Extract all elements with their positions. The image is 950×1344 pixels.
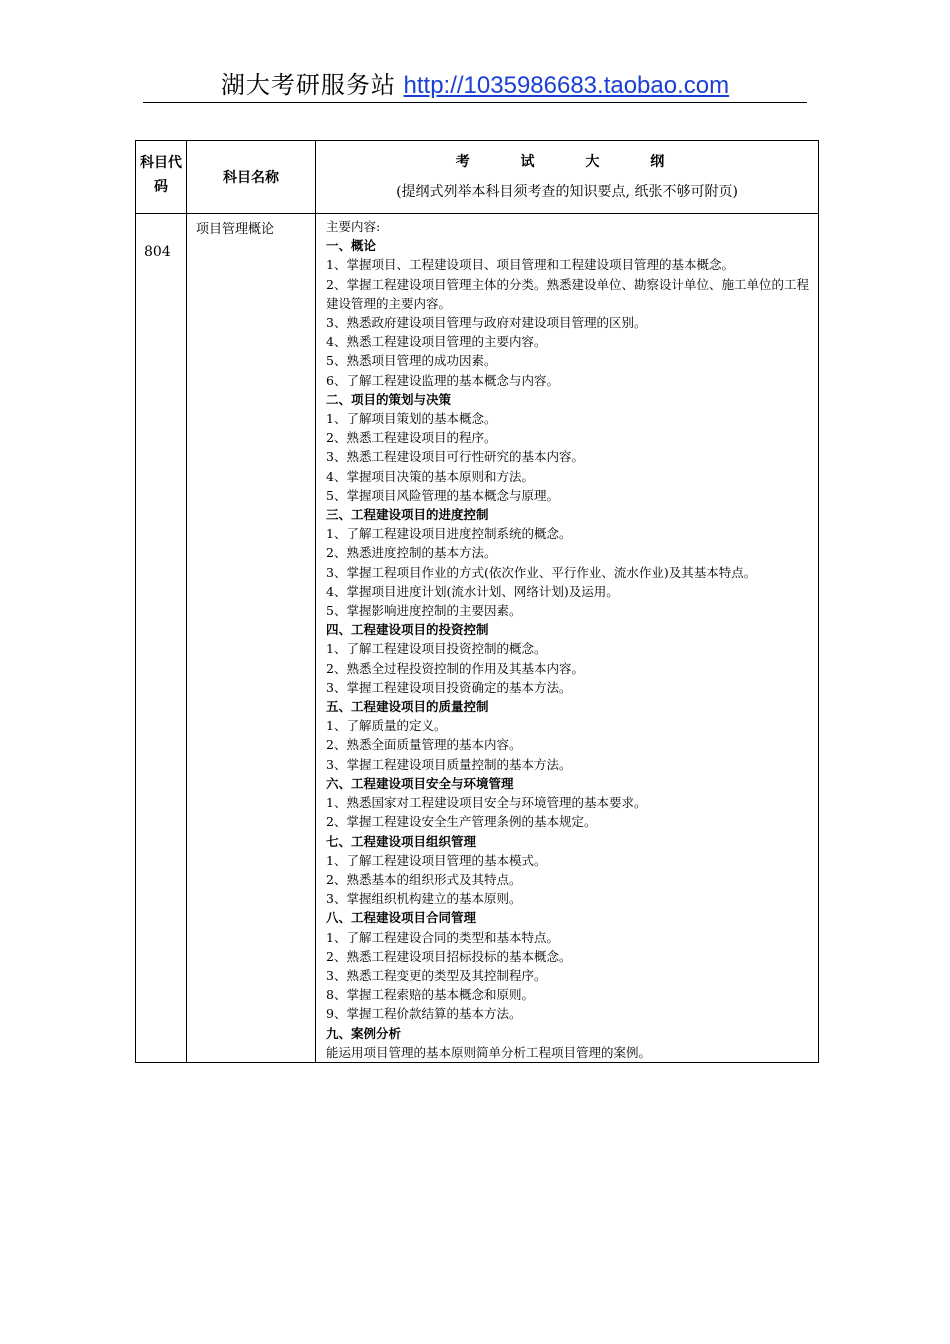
list-item: 1、熟悉国家对工程建设项目安全与环境管理的基本要求。 <box>326 795 647 811</box>
section-heading: 六、工程建设项目安全与环境管理 <box>326 775 514 791</box>
syllabus-table <box>135 140 819 1063</box>
list-item: 2、掌握工程建设安全生产管理条例的基本规定。 <box>326 814 597 830</box>
list-item: 3、掌握工程建设项目投资确定的基本方法。 <box>326 679 572 695</box>
header-divider <box>143 102 807 103</box>
list-item: 3、掌握工程项目作业的方式(依次作业、平行作业、流水作业)及其基本特点。 <box>326 564 757 580</box>
list-item: 8、掌握工程索赔的基本概念和原则。 <box>326 987 534 1003</box>
subject-name: 项目管理概论 <box>187 214 316 1063</box>
list-item: 4、掌握项目决策的基本原则和方法。 <box>326 468 534 484</box>
list-item: 5、掌握影响进度控制的主要因素。 <box>326 603 522 619</box>
list-item: 2、熟悉基本的组织形式及其特点。 <box>326 871 522 887</box>
list-item: 1、了解工程建设项目投资控制的概念。 <box>326 641 547 657</box>
section-heading: 二、项目的策划与决策 <box>326 391 452 407</box>
list-item: 4、熟悉工程建设项目管理的主要内容。 <box>326 334 547 350</box>
list-item: 1、了解项目策划的基本概念。 <box>326 411 497 427</box>
section-heading: 九、案例分析 <box>326 1025 402 1041</box>
shop-link[interactable]: http://1035986683.taobao.com <box>403 72 730 99</box>
list-item: 3、掌握组织机构建立的基本原则。 <box>326 891 522 907</box>
section-heading: 三、工程建设项目的进度控制 <box>326 507 489 523</box>
outline-subtitle: (提纲式列举本科目须考查的知识要点, 纸张不够可附页) <box>396 184 738 200</box>
site-name: 湖大考研服务站 <box>220 71 396 99</box>
syllabus-content <box>316 214 819 1063</box>
list-item: 主要内容: <box>326 219 381 234</box>
page-header <box>0 68 950 103</box>
list-item: 2、熟悉全过程投资控制的作用及其基本内容。 <box>326 660 584 676</box>
list-item: 9、掌握工程价款结算的基本方法。 <box>326 1006 522 1022</box>
list-item: 1、了解工程建设合同的类型和基本特点。 <box>326 929 559 945</box>
list-item: 6、了解工程建设监理的基本概念与内容。 <box>326 372 559 388</box>
list-item: 4、掌握项目进度计划(流水计划、网络计划)及运用。 <box>326 583 619 599</box>
header-exam-outline <box>316 141 819 214</box>
list-item: 5、熟悉项目管理的成功因素。 <box>326 353 497 369</box>
list-item: 1、掌握项目、工程建设项目、项目管理和工程建设项目管理的基本概念。 <box>326 257 734 273</box>
section-heading: 四、工程建设项目的投资控制 <box>326 622 489 638</box>
list-item: 2、熟悉工程建设项目的程序。 <box>326 430 497 446</box>
outline-title: 考 试 大 纲 <box>455 154 679 170</box>
list-item: 3、熟悉工程变更的类型及其控制程序。 <box>326 967 547 983</box>
list-item: 2、熟悉进度控制的基本方法。 <box>326 545 497 561</box>
list-item: 2、熟悉工程建设项目招标投标的基本概念。 <box>326 948 572 964</box>
list-item: 能运用项目管理的基本原则简单分析工程项目管理的案例。 <box>326 1044 652 1060</box>
list-item: 1、了解质量的定义。 <box>326 718 447 734</box>
list-item: 1、了解工程建设项目管理的基本模式。 <box>326 852 547 868</box>
section-heading: 五、工程建设项目的质量控制 <box>326 699 489 715</box>
list-item: 1、了解工程建设项目进度控制系统的概念。 <box>326 526 572 542</box>
subject-code: 804 <box>136 214 187 1063</box>
section-heading: 一、概论 <box>326 238 377 254</box>
list-item: 3、熟悉政府建设项目管理与政府对建设项目管理的区别。 <box>326 315 647 331</box>
list-item: 2、熟悉全面质量管理的基本内容。 <box>326 737 522 753</box>
table-header-row <box>136 141 819 214</box>
list-item: 5、掌握项目风险管理的基本概念与原理。 <box>326 487 559 503</box>
list-item: 3、掌握工程建设项目质量控制的基本方法。 <box>326 756 572 772</box>
header-subject-code: 科目代码 <box>136 141 187 214</box>
header-subject-name: 科目名称 <box>187 141 316 214</box>
table-row <box>136 214 819 1063</box>
list-item: 2、掌握工程建设项目管理主体的分类。熟悉建设单位、勘察设计单位、施工单位的工程建设管理的主要内容。 <box>326 276 809 311</box>
section-heading: 七、工程建设项目组织管理 <box>326 833 477 849</box>
list-item: 3、熟悉工程建设项目可行性研究的基本内容。 <box>326 449 584 465</box>
section-heading: 八、工程建设项目合同管理 <box>326 910 477 926</box>
